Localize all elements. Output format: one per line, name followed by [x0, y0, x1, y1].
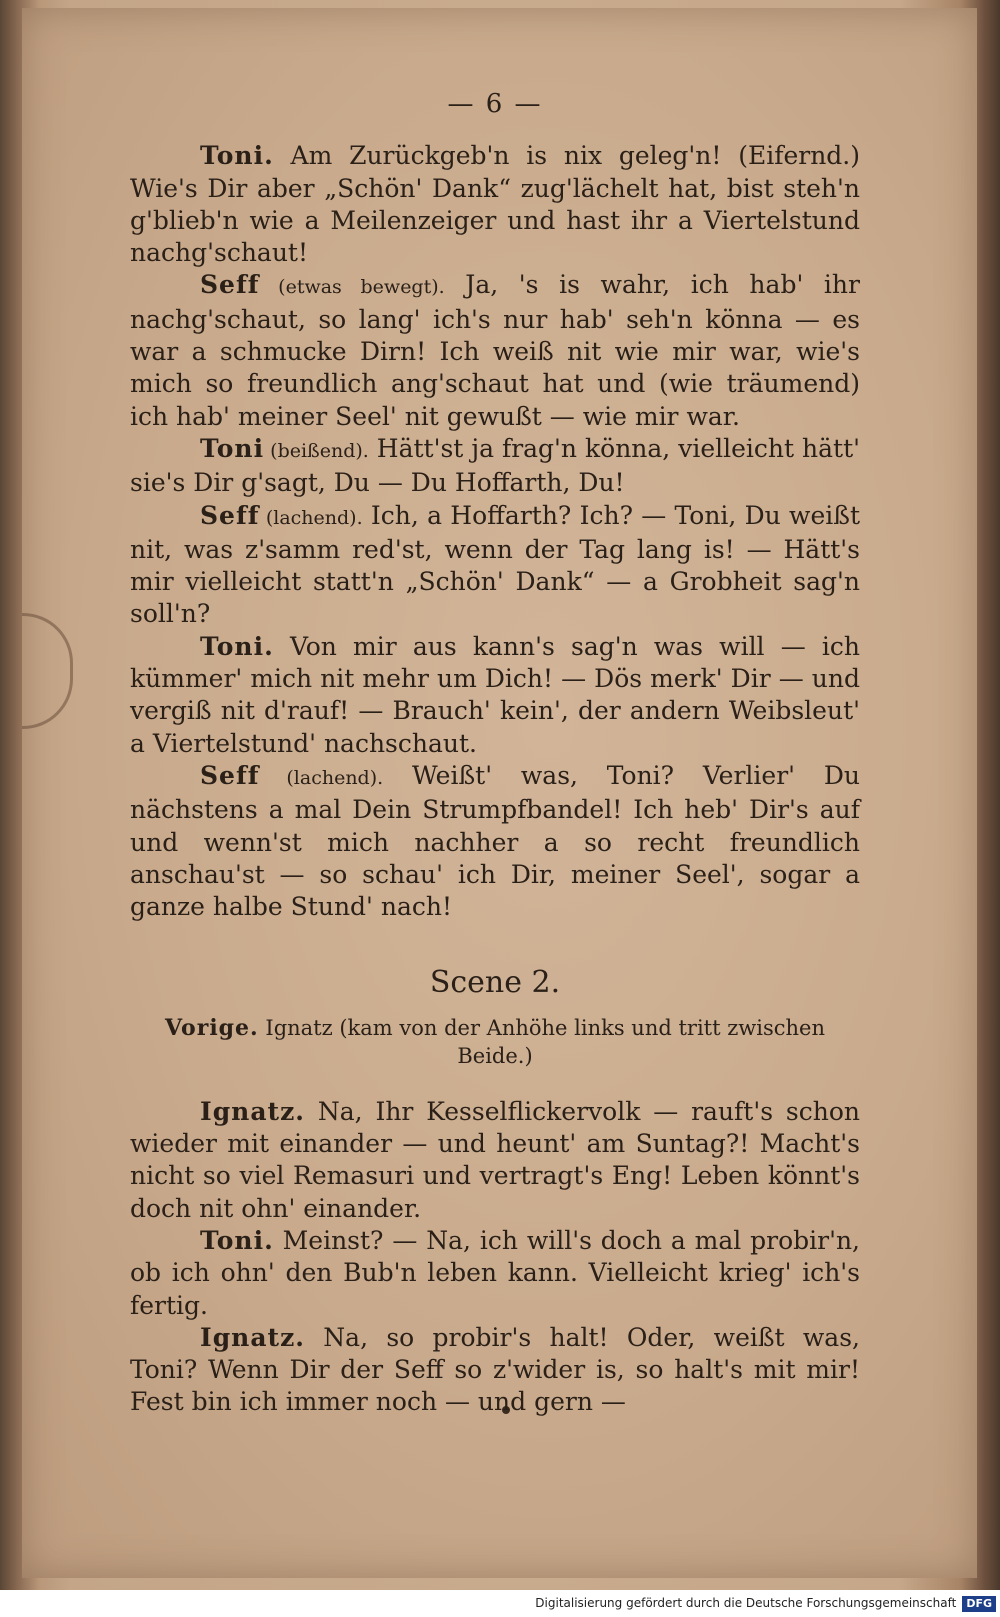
speaker-name: Toni [200, 433, 265, 463]
stage-direction: (etwas bewegt). [259, 276, 445, 299]
binding-clip [22, 613, 73, 729]
funding-credit: Digitalisierung gefördert durch die Deutsche Forschungsgemeinschaft [535, 1596, 957, 1610]
dialogue-text: Meinst? — Na, ich will's doch a mal probir'n, ob ich ohn' den Bub'n leben kann. Vielleicht krieg' ich's fertig. [130, 1225, 860, 1320]
dialogue-text: Hätt'st ja frag'n könna, vielleicht hätt' sie's Dir g'sagt, Du — Du Hoffarth, Du! [130, 433, 860, 498]
dialogue-text: Von mir aus kann's sag'n was will — ich kümmer' mich nit mehr um Dich! — Dös merk' Dir — und vergiß nit d'rauf! — Brauch' kein', der andern Weibsleut' a Viertelstund' nachschaut. [130, 631, 860, 758]
page-number: — 6 — [447, 89, 543, 119]
speaker-name: Ignatz. [200, 1096, 305, 1126]
speaker-name: Seff [200, 270, 260, 300]
scene-stage-direction [130, 1014, 860, 1070]
stage-direction: (lachend). [259, 766, 384, 789]
dialogue-text: Na, Ihr Kesselflickervolk — rauft's schon wieder mit einander — und heunt' am Suntag?! Macht's nicht so viel Remasuri und vertragt's Eng! Leben könnt's doch nit ohn' einander. [130, 1096, 860, 1223]
speaker-name: Seff [200, 500, 260, 530]
stage-speaker: Vorige. [165, 1014, 259, 1041]
dialogue-text: Weißt' was, Toni? Verlier' Du nächstens a mal Dein Strumpfbandel! Ich heb' Dir's auf und wenn'st mich nachher a so recht freundlich anschau'st — so schau' ich Dir, meiner Seel', sogar a ganze halbe Stund' nach! [130, 760, 860, 922]
dialogue-text: Na, so probir's halt! Oder, weißt was, Toni? Wenn Dir der Seff so z'wider is, so halt's mit mir! Fest bin ich immer noch — und gern — [130, 1322, 860, 1417]
dfg-logo: DFG [962, 1596, 996, 1612]
dialogue-paragraph [130, 433, 860, 500]
dialogue-paragraph [130, 140, 860, 269]
dialogue-text: Ja, 's is wahr, ich hab' ihr nachg'schaut, so lang' ich's nur hab' seh'n könna — es war a schmucke Dirn! Ich weiß nit wie mir war, wie's mich so freundlich ang'schaut hat und (wie träumend) ich hab' meiner Seel' nit gewußt — wie mir war. [130, 270, 860, 431]
dialogue-paragraph [130, 1225, 860, 1322]
dialogue-paragraph [130, 760, 860, 923]
dialogue-paragraph [130, 631, 860, 760]
stage-direction: (lachend). [259, 506, 363, 529]
dialogue-paragraph [130, 500, 860, 631]
stage-direction: (beißend). [264, 439, 369, 462]
speaker-name: Seff [200, 760, 260, 790]
page-text [130, 88, 860, 1419]
stage-text: Ignatz (kam von der Anhöhe links und tritt zwischen Beide.) [258, 1015, 825, 1068]
dialogue-paragraph [130, 1322, 860, 1419]
dialogue-text: Am Zurückgeb'n is nix geleg'n! (Eifernd.) Wie's Dir aber „Schön' Dank“ zug'lächelt hat, bist steh'n g'blieb'n wie a Meilenzeiger und hast ihr a Viertelstund nachg'schaut! [130, 141, 860, 268]
dialogue-paragraph [130, 1096, 860, 1225]
speaker-name: Toni. [200, 1225, 274, 1255]
digitization-footer [0, 1590, 1000, 1617]
speaker-name: Toni. [200, 631, 274, 661]
speaker-name: Ignatz. [200, 1322, 305, 1352]
speaker-name: Toni. [200, 141, 274, 171]
dialogue-text: Ich, a Hoffarth? Ich? — Toni, Du weißt nit, was z'samm red'st, wenn der Tag lang is! — Hätt's mir vielleicht statt'n „Schön' Dank“ — a Grobheit sag'n soll'n? [130, 500, 860, 629]
scene-heading: Scene 2. [429, 965, 561, 1001]
dialogue-paragraph [130, 269, 860, 432]
